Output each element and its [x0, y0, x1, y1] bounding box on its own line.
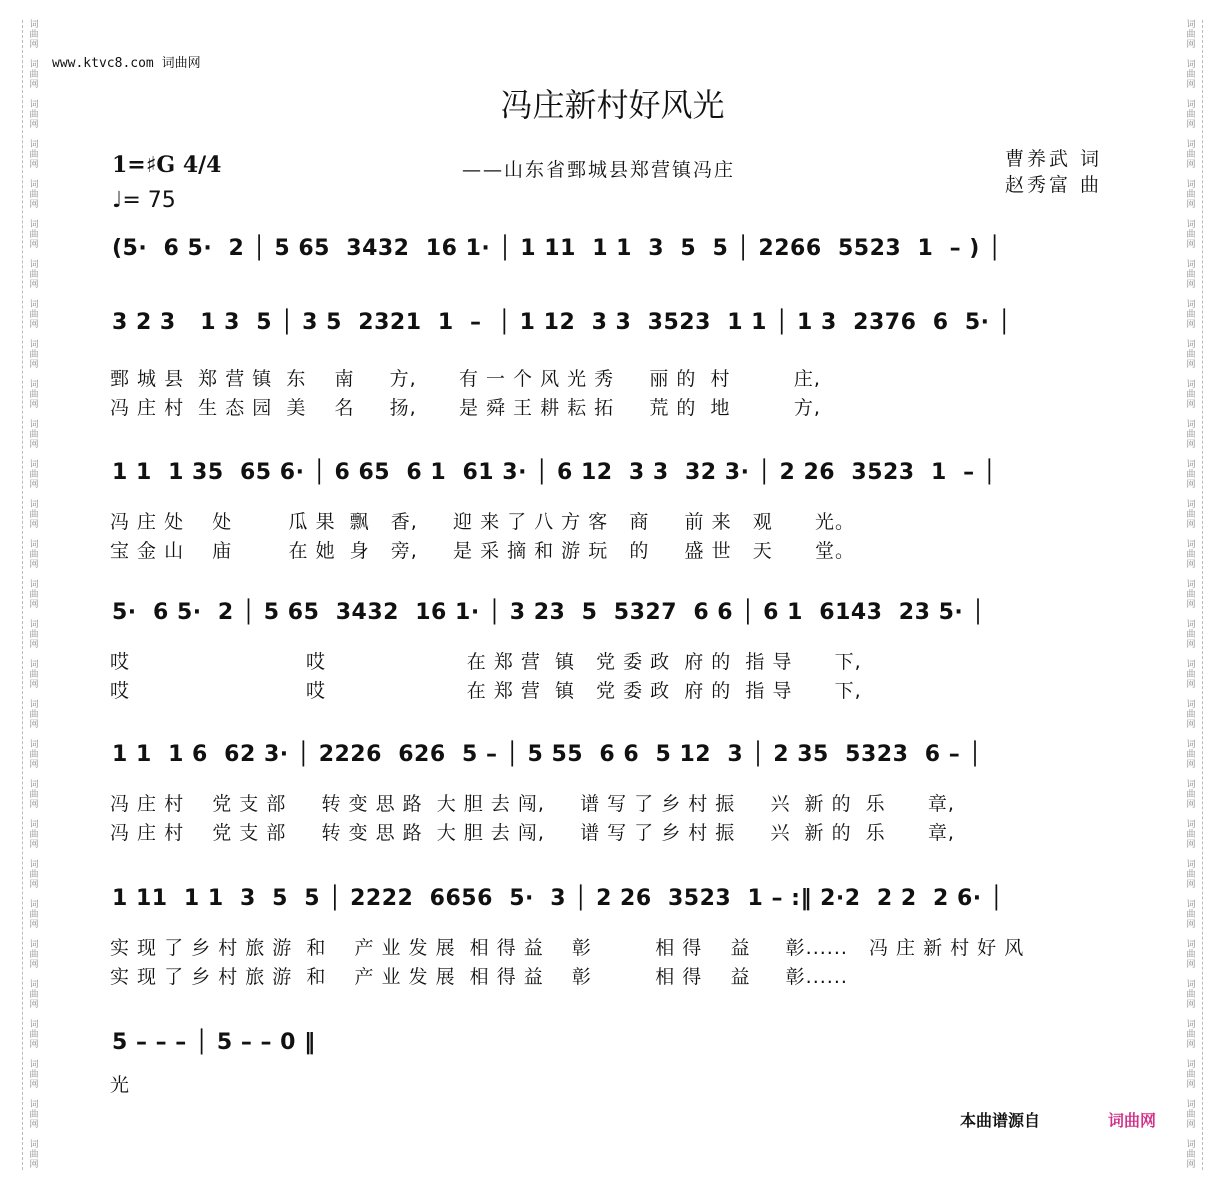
notation-line: 5 – – – │ 5 – – 0 ‖ [112, 1030, 316, 1055]
lyric-line: 实 现 了 乡 村 旅 游 和 产 业 发 展 相 得 益 彰 相 得 益 彰...... [110, 966, 848, 988]
score-line [100, 1020, 1120, 1084]
notation-line: 1 1 1 35 65 6· │ 6 65 6 1 61 3· │ 6 12 3 3 32 3· │ 2 26 3523 1 – │ [112, 460, 997, 485]
song-title: 冯庄新村好风光 [500, 86, 725, 124]
lyric-line: 哎 哎 在 郑 营 镇 党 委 政 府 的 指 导 下, [110, 651, 862, 673]
tempo-marking: ♩= 75 [112, 188, 176, 213]
lyric-line: 冯 庄 村 生 态 园 美 名 扬, 是 舜 王 耕 耘 拓 荒 的 地 方, [110, 397, 821, 419]
lyric-line: 光 [110, 1074, 131, 1096]
score-line [100, 226, 1120, 290]
source-site-link[interactable]: 词曲网 [1108, 1111, 1157, 1130]
lyric-line: 实 现 了 乡 村 旅 游 和 产 业 发 展 相 得 益 彰 相 得 益 彰...... 冯 庄 新 村 好 风 [110, 937, 1025, 959]
notation-line: 3 2 3 1 3 5 │ 3 5 2321 1 – │ 1 12 3 3 3523 1 1 │ 1 3 2376 6 5· │ [112, 310, 1012, 335]
song-subtitle: ——山东省鄄城县郑营镇冯庄 [462, 159, 736, 181]
notation-line: (5· 6 5· 2 │ 5 65 3432 16 1· │ 1 11 1 1 3 5 5 │ 2266 5523 1 – ) │ [112, 236, 1002, 261]
score-line [100, 876, 1120, 940]
key-signature: 1=♯G 4/4 [112, 152, 222, 178]
score-line [100, 590, 1120, 654]
score-line [100, 450, 1120, 514]
lyricist-credit: 曹养武 词 [1005, 148, 1103, 170]
score-line [100, 732, 1120, 796]
composer-credit: 赵秀富 曲 [1005, 174, 1103, 196]
notation-line: 5· 6 5· 2 │ 5 65 3432 16 1· │ 3 23 5 5327 6 6 │ 6 1 6143 23 5· │ [112, 600, 986, 625]
notation-line: 1 11 1 1 3 5 5 │ 2222 6656 5· 3 │ 2 26 3523 1 – :‖ 2·2 2 2 2 6· │ [112, 886, 1004, 911]
source-label: 本曲谱源自 [960, 1111, 1041, 1130]
side-watermark-left: 词 曲 网 词 曲 网 词 曲 网 词 曲 网 词 曲 网 词 曲 网 词 曲 网 词 曲 网 词 曲 网 词 曲 网 词 曲 网 词 曲 网 词 曲 网 词 曲 网 词 曲 网 词 曲 网 词 曲 网 词 曲 网 词 曲 网 词 曲 网 词 曲 网 词 曲 网 词 曲 网 词 曲 网 词 曲 网 词 曲 网 词 曲 网 词 曲 网 词 曲 网 [22, 20, 45, 1170]
lyric-line: 冯 庄 村 党 支 部 转 变 思 路 大 胆 去 闯, 谱 写 了 乡 村 振 兴 新 的 乐 章, [110, 822, 955, 844]
lyric-line: 哎 哎 在 郑 营 镇 党 委 政 府 的 指 导 下, [110, 680, 862, 702]
lyric-line: 冯 庄 处 处 瓜 果 飘 香, 迎 来 了 八 方 客 商 前 来 观 光。 [110, 511, 855, 533]
lyric-line: 冯 庄 村 党 支 部 转 变 思 路 大 胆 去 闯, 谱 写 了 乡 村 振 兴 新 的 乐 章, [110, 793, 955, 815]
notation-line: 1 1 1 6 62 3· │ 2226 626 5 – │ 5 55 6 6 5 12 3 │ 2 35 5323 6 – │ [112, 742, 983, 767]
site-url[interactable]: www.ktvc8.com 词曲网 [52, 56, 201, 71]
lyric-line: 鄄 城 县 郑 营 镇 东 南 方, 有 一 个 风 光 秀 丽 的 村 庄, [110, 368, 821, 390]
side-watermark-right: 词 曲 网 词 曲 网 词 曲 网 词 曲 网 词 曲 网 词 曲 网 词 曲 网 词 曲 网 词 曲 网 词 曲 网 词 曲 网 词 曲 网 词 曲 网 词 曲 网 词 曲 网 词 曲 网 词 曲 网 词 曲 网 词 曲 网 词 曲 网 词 曲 网 词 曲 网 词 曲 网 词 曲 网 词 曲 网 词 曲 网 词 曲 网 词 曲 网 词 曲 网 [1180, 20, 1203, 1170]
score-line [100, 300, 1120, 364]
lyric-line: 宝 金 山 庙 在 她 身 旁, 是 采 摘 和 游 玩 的 盛 世 天 堂。 [110, 540, 855, 562]
